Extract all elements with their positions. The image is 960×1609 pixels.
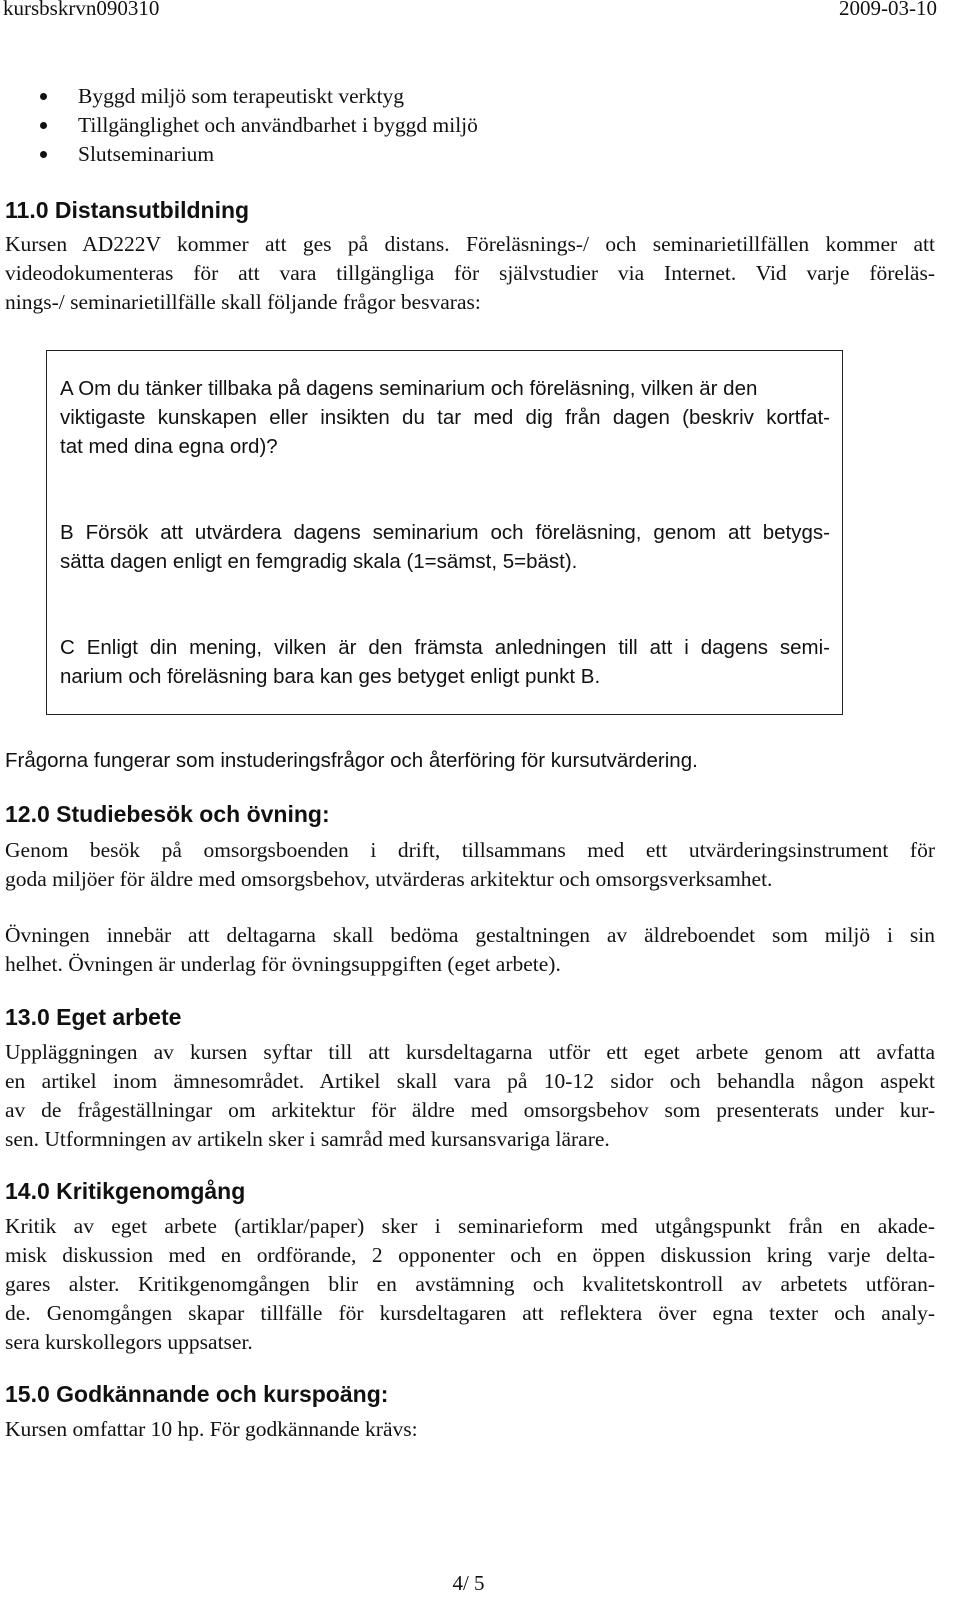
paragraph [5, 230, 935, 317]
paragraph [5, 836, 935, 894]
paragraph: Kursen omfattar 10 hp. För godkännande krävs: [5, 1417, 418, 1441]
page-header [3, 0, 937, 20]
text-line: Kritik av eget arbete (artiklar/paper) sker i seminarieform med utgångspunkt från en akade- [5, 1214, 935, 1238]
section-heading-14: 14.0 Kritikgenomgång [5, 1178, 246, 1204]
text-line: misk diskussion med en ordförande, 2 opponenter och en öppen diskussion kring varje delta- [5, 1243, 935, 1267]
text-line: Övningen innebär att deltagarna skall bedöma gestaltningen av äldreboendet som miljö i sin [5, 923, 935, 947]
text-line: videodokumenteras för att vara tillgängliga för självstudier via Internet. Vid varje föreläs- [5, 261, 935, 285]
paragraph [5, 1212, 935, 1357]
text-line: Kursen AD222V kommer att ges på distans. Föreläsnings-/ och seminarietillfällen kommer att [5, 232, 935, 256]
question-b [60, 518, 830, 576]
section-heading-12: 12.0 Studiebesök och övning: [5, 801, 330, 827]
header-doc-id: kursbskrvn090310 [3, 0, 160, 20]
text-line: sera kurskollegors uppsatser. [5, 1330, 253, 1354]
paragraph: Frågorna fungerar som instuderingsfrågor och återföring för kursutvärdering. [5, 749, 698, 772]
text-line: sätta dagen enligt en femgradig skala (1=sämst, 5=bäst). [60, 550, 578, 573]
text-line: nings-/ seminarietillfälle skall följande frågor besvaras: [5, 290, 481, 314]
text-line: helhet. Övningen är underlag för övningsuppgiften (eget arbete). [5, 952, 561, 976]
question-c [60, 633, 830, 691]
list-item [40, 111, 478, 140]
bullet-icon [40, 93, 47, 100]
header-date: 2009-03-10 [839, 0, 937, 20]
question-a [60, 374, 830, 461]
questions-box [46, 350, 843, 715]
list-item [40, 82, 478, 111]
text-line: sen. Utformningen av artikeln sker i samråd med kursansvariga lärare. [5, 1127, 610, 1151]
text-line: tat med dina egna ord)? [60, 435, 278, 458]
bullet-icon [40, 151, 47, 158]
section-15-body [5, 1415, 935, 1444]
list-item [40, 140, 478, 169]
text-line: av de frågeställningar om arkitektur för äldre med omsorgsbehov som presenterats under kur- [5, 1098, 935, 1122]
text-line: en artikel inom ämnesområdet. Artikel skall vara på 10-12 sidor och behandla någon aspekt [5, 1069, 935, 1093]
section-heading-11: 11.0 Distansutbildning [5, 197, 250, 223]
box-followup [5, 746, 935, 775]
section-12-body [5, 836, 935, 894]
section-12-body-2 [5, 921, 935, 979]
bullet-icon [40, 122, 47, 129]
text-line: C Enligt din mening, vilken är den främsta anledningen till att i dagens semi- [60, 636, 830, 659]
list-item-text: Tillgänglighet och användbarhet i byggd miljö [78, 113, 478, 137]
text-line: Genom besök på omsorgsboenden i drift, tillsammans med ett utvärderingsinstrument för [5, 838, 935, 862]
section-13-body [5, 1038, 935, 1154]
text-line: de. Genomgången skapar tillfälle för kursdeltagaren att reflektera över egna texter och analy- [5, 1301, 935, 1325]
bullet-list [40, 82, 478, 169]
section-heading-13: 13.0 Eget arbete [5, 1004, 182, 1030]
text-line: goda miljöer för äldre med omsorgsbehov, utvärderas arkitektur och omsorgsverksamhet. [5, 867, 773, 891]
text-line: gares alster. Kritikgenomgången blir en avstämning och kvalitetskontroll av arbetets utföran- [5, 1272, 935, 1296]
list-item-text: Slutseminarium [78, 142, 215, 166]
text-line: B Försök att utvärdera dagens seminarium och föreläsning, genom att betygs- [60, 521, 830, 544]
section-14-body [5, 1212, 935, 1357]
text-line: Uppläggningen av kursen syftar till att kursdeltagarna utför ett eget arbete genom att avfatta [5, 1040, 935, 1064]
text-line: A Om du tänker tillbaka på dagens seminarium och föreläsning, vilken är den [60, 377, 758, 400]
section-heading-15: 15.0 Godkännande och kurspoäng: [5, 1381, 389, 1407]
list-item-text: Byggd miljö som terapeutiskt verktyg [78, 84, 405, 108]
page-number: 4/ 5 [452, 1571, 485, 1595]
text-line: viktigaste kunskapen eller insikten du tar med dig från dagen (beskriv kortfat- [60, 406, 830, 429]
text-line: narium och föreläsning bara kan ges betyget enligt punkt B. [60, 665, 601, 688]
section-11-body [5, 230, 935, 317]
paragraph [5, 921, 935, 979]
paragraph [5, 1038, 935, 1154]
